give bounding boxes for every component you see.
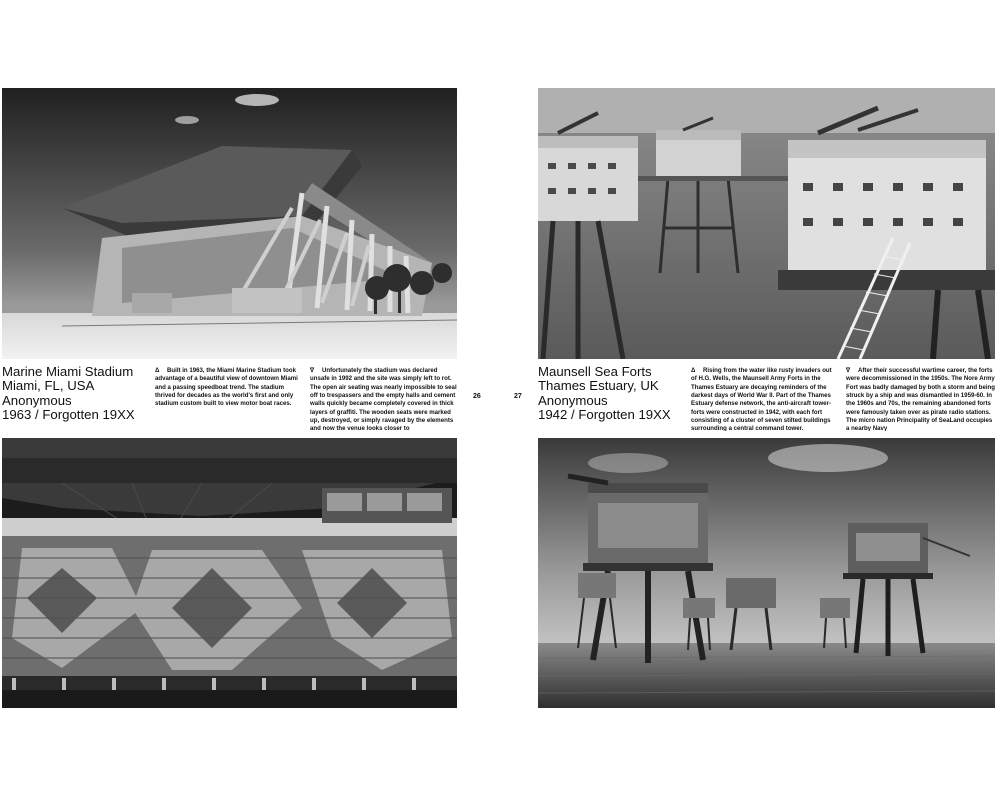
right-col2-text: After their successful wartime career, the forts were decommissioned in the 1950s. The Nore Army Fort was badly damaged by both a storm and being struck by a ship and was dismantled in 1959-60. In the 1960s and 70s, the remaining abandoned forts were famously taken over as pirate radio stations. The micro nation Principality of SeaLand occupies a nearby Navy	[846, 367, 995, 431]
sea-forts-closeup-photo	[538, 88, 995, 359]
left-title-line-2: Miami, FL, USA	[2, 378, 95, 394]
left-col1-text: Built in 1963, the Miami Marine Stadium took advantage of a beautiful view of downtown Miami and a passing speedboat trend. The stadium thrived for decades as the world's first and only stadium custom built to view motor boat races.	[155, 367, 298, 408]
right-title-line-3: Anonymous	[538, 392, 608, 408]
left-title-line-3: Anonymous	[2, 392, 72, 408]
left-title-block	[2, 365, 135, 423]
stadium-exterior-photo	[2, 88, 457, 359]
stadium-seating-photo	[2, 438, 457, 708]
left-body-column-2	[310, 367, 458, 431]
right-title-line-1: Maunsell Sea Forts	[538, 364, 652, 379]
right-body-column-2	[846, 367, 996, 431]
right-page-number: 27	[514, 393, 522, 400]
sea-forts-in-water-photo	[538, 438, 995, 708]
delta-icon: Δ	[155, 367, 160, 374]
nabla-icon: ∇	[846, 367, 851, 374]
right-col1-text: Rising from the water like rusty invaders out of H.G. Wells, the Maunsell Army Forts in the Thames Estuary are decaying reminders of the darkest days of World War II. Part of the Thames Estuary defense network, the anti-aircraft tower-forts were constructed in 1942, with each fort consisting of a cluster of seven stilted buildings surrounding a central command tower.	[691, 367, 832, 431]
right-title-line-4: 1942 / Forgotten 19XX	[538, 407, 671, 423]
left-body-column-1	[155, 367, 303, 431]
delta-icon: Δ	[691, 367, 696, 374]
left-page-number: 26	[473, 393, 481, 400]
right-body-column-1	[691, 367, 839, 431]
left-col2-text: Unfortunately the stadium was declared unsafe in 1992 and the site was simply left to rot. The open air seating was nearly impossible to seal off to trespassers and the empty halls and cement walls quickly became completely covered in thick layers of graffiti. The wooden seats were marked up, destroyed, or simply ravaged by the elements and now the venue looks closer to	[310, 367, 457, 431]
left-title-line-1: Marine Miami Stadium	[2, 364, 134, 379]
right-title-line-2: Thames Estuary, UK	[538, 378, 659, 394]
right-title-block	[538, 365, 671, 423]
left-title-line-4: 1963 / Forgotten 19XX	[2, 407, 135, 423]
nabla-icon: ∇	[310, 367, 315, 374]
